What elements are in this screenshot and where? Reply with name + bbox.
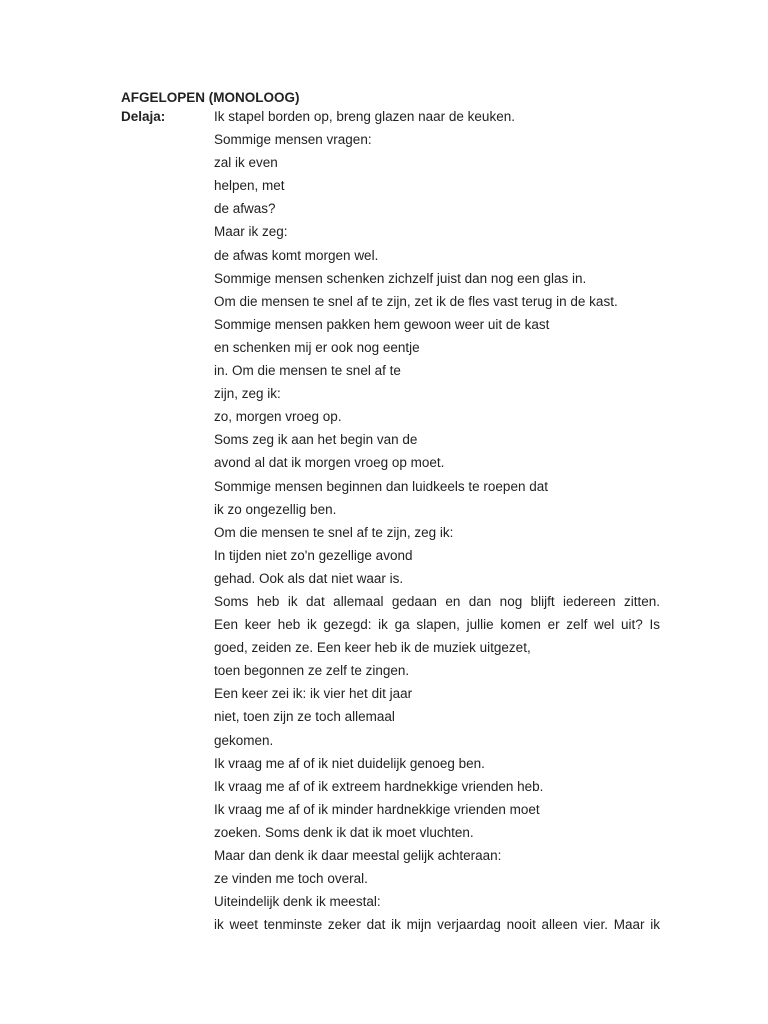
monologue-line: ik weet tenminste zeker dat ik mijn verjaardag nooit alleen vier. Maar ik	[214, 917, 660, 933]
speaker-name: Delaja:	[121, 109, 166, 124]
monologue-line: Ik vraag me af of ik minder hardnekkige vrienden moet	[214, 801, 540, 817]
monologue-line: gekomen.	[214, 732, 274, 748]
monologue-line: Sommige mensen vragen:	[214, 132, 372, 148]
monologue-line: in. Om die mensen te snel af te	[214, 363, 401, 379]
monologue-line: Maar ik zeg:	[214, 224, 288, 240]
monologue-line: gehad. Ook als dat niet waar is.	[214, 570, 404, 586]
monologue-line: Soms zeg ik aan het begin van de	[214, 432, 418, 448]
monologue-line: ze vinden me toch overal.	[214, 871, 368, 887]
monologue-line: Soms heb ik dat allemaal gedaan en dan nog blijft iedereen zitten.	[214, 593, 660, 609]
monologue-line: ik zo ongezellig ben.	[214, 501, 337, 517]
monologue-line: goed, zeiden ze. Een keer heb ik de muziek uitgezet,	[214, 640, 531, 656]
monologue-line: toen begonnen ze zelf te zingen.	[214, 663, 410, 679]
monologue-line: de afwas?	[214, 201, 276, 217]
monologue-line: Ik stapel borden op, breng glazen naar de keuken.	[214, 109, 515, 124]
monologue-line: zal ik even	[214, 155, 278, 171]
monologue-line: zoeken. Soms denk ik dat ik moet vluchten.	[214, 824, 474, 840]
monologue-line: niet, toen zijn ze toch allemaal	[214, 709, 395, 725]
monologue-line: avond al dat ik morgen vroeg op moet.	[214, 455, 445, 471]
monologue-line: zo, morgen vroeg op.	[214, 409, 342, 425]
monologue-line: helpen, met	[214, 178, 285, 194]
monologue-line: zijn, zeg ik:	[214, 386, 281, 402]
monologue-line: Een keer zei ik: ik vier het dit jaar	[214, 686, 413, 702]
monologue-line: Maar dan denk ik daar meestal gelijk achteraan:	[214, 848, 502, 863]
monologue-text	[214, 108, 660, 939]
monologue-line: Sommige mensen beginnen dan luidkeels te roepen dat	[214, 478, 548, 494]
monologue-line: Om die mensen te snel af te zijn, zet ik de fles vast terug in de kast.	[214, 293, 618, 309]
monologue-line: Ik vraag me af of ik niet duidelijk genoeg ben.	[214, 755, 485, 771]
monologue-line: de afwas komt morgen wel.	[214, 247, 379, 263]
monologue-line: en schenken mij er ook nog eentje	[214, 339, 420, 355]
monologue-line: Sommige mensen pakken hem gewoon weer uit de kast	[214, 316, 550, 332]
monologue-line: Een keer heb ik gezegd: ik ga slapen, jullie komen er zelf wel uit? Is	[214, 617, 660, 633]
monologue-line: Om die mensen te snel af te zijn, zeg ik:	[214, 524, 454, 540]
monologue-line: In tijden niet zo'n gezellige avond	[214, 547, 413, 563]
monologue-line: Ik vraag me af of ik extreem hardnekkige vrienden heb.	[214, 778, 544, 794]
monologue-line: Uiteindelijk denk ik meestal:	[214, 894, 381, 910]
document-title: AFGELOPEN (MONOLOOG)	[121, 90, 300, 105]
monologue-line: Sommige mensen schenken zichzelf juist dan nog een glas in.	[214, 270, 587, 286]
